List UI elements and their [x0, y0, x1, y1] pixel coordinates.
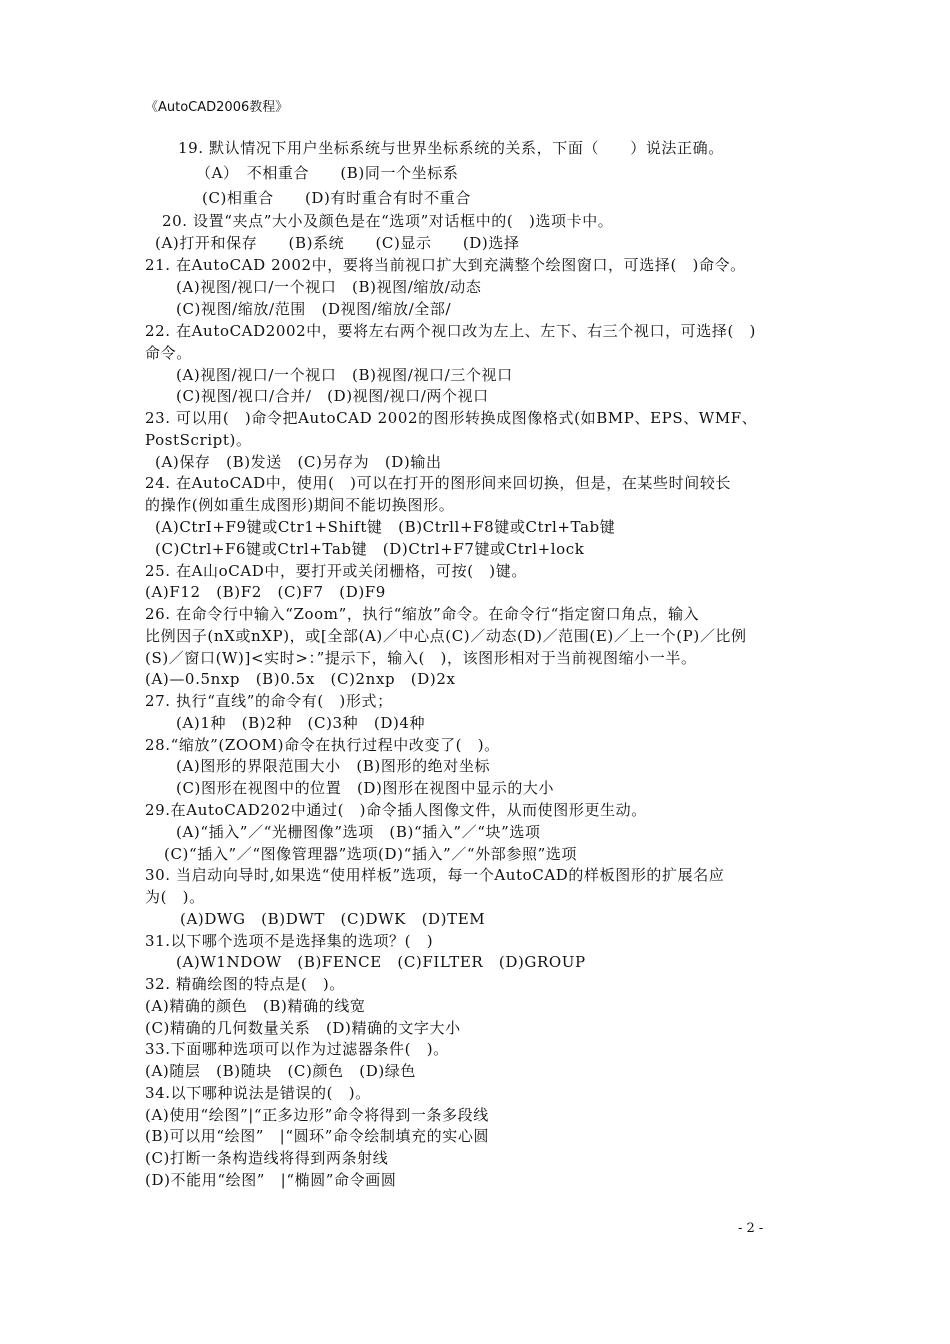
question-29-options-cd: (C)“插入”／“图像管理器”选项(D)“插入”／“外部参照”选项: [164, 845, 578, 863]
question-24-stem-line2: 的操作(例如重生成图形)期间不能切换图形。: [145, 496, 455, 514]
question-31-stem: 31.以下哪个选项不是选择集的选项？( ): [145, 932, 434, 950]
question-32-stem: 32. 精确绘图的特点是( )。: [145, 975, 345, 993]
question-34-option-a: (A)使用“绘图”|“正多边形”命令将得到一条多段线: [145, 1106, 489, 1124]
question-27-options: (A)1种 (B)2种 (C)3种 (D)4种: [176, 714, 426, 732]
question-30-options: (A)DWG (B)DWT (C)DWK (D)TEM: [180, 910, 486, 928]
question-26-stem-line2: 比例因子(nX或nXP)，或[全部(A)／中心点(C)／动态(D)／范围(E)／上一个(P)／比例: [145, 627, 747, 645]
question-28-options-cd: (C)图形在视图中的位置 (D)图形在视图中显示的大小: [176, 779, 555, 797]
question-28-stem: 28.“缩放”(ZOOM)命令在执行过程中改变了( )。: [145, 736, 500, 754]
question-21-stem: 21. 在AutoCAD 2002中，要将当前视口扩大到充满整个绘图窗口，可选择( )命令。: [145, 256, 746, 274]
question-23-stem-line2: PostScript)。: [145, 431, 252, 449]
question-34-option-b: (B)可以用“绘图” |“圆环”命令绘制填充的实心圆: [145, 1127, 490, 1145]
question-26-stem-line3: (S)／窗口(W)]<实时>：”提示下，输入( )，该图形相对于当前视图缩小一半。: [145, 649, 697, 667]
question-31-options: (A)W1NDOW (B)FENCE (C)FILTER (D)GROUP: [176, 953, 586, 971]
question-24-options-ab: (A)CtrI+F9键或Ctr1+Shift键 (B)Ctrll+F8键或Ctrl+Tab键: [155, 518, 616, 536]
question-23-options: (A)保存 (B)发送 (C)另存为 (D)输出: [155, 453, 442, 471]
question-32-options-cd: (C)精确的几何数量关系 (D)精确的文字大小: [145, 1019, 461, 1037]
question-33-stem: 33.下面哪种选项可以作为过滤器条件( )。: [145, 1040, 449, 1058]
question-29-stem: 29.在AutoCAD202中通过( )命令插人图像文件，从而使图形更生动。: [145, 801, 647, 819]
question-33-options: (A)随层 (B)随块 (C)颜色 (D)绿色: [145, 1062, 416, 1080]
question-20-stem: 20. 设置“夹点”大小及颜色是在“选项”对话框中的( )选项卡中。: [162, 212, 614, 230]
question-34-option-d: (D)不能用“绘图” |“椭圆”命令画圆: [145, 1171, 397, 1189]
question-27-stem: 27. 执行“直线”的命令有( )形式；: [145, 692, 393, 710]
question-22-stem-line2: 命令。: [145, 344, 192, 362]
question-19-options-cd: (C)相重合 (D)有时重合有时不重合: [202, 189, 471, 207]
question-20-options: (A)打开和保存 (B)系统 (C)显示 (D)选择: [155, 234, 520, 252]
question-22-options-ab: (A)视图/视口/一个视口 (B)视图/视口/三个视口: [176, 366, 513, 384]
question-32-options-ab: (A)精确的颜色 (B)精确的线宽: [145, 997, 366, 1015]
question-34-stem: 34.以下哪种说法是错误的( )。: [145, 1084, 371, 1102]
question-24-options-cd: (C)Ctrl+F6键或Ctrl+Tab键 (D)Ctrl+F7键或Ctrl+lock: [155, 540, 585, 558]
question-26-stem-line1: 26. 在命令行中输入“Zoom”，执行“缩放”命令。在命令行“指定窗口角点，输入: [145, 605, 700, 623]
question-28-options-ab: (A)图形的界限范围大小 (B)图形的绝对坐标: [176, 757, 491, 775]
question-30-stem-line2: 为( )。: [145, 888, 205, 906]
question-21-options-ab: (A)视图/视口/一个视口 (B)视图/缩放/动态: [176, 278, 482, 296]
question-21-options-cd: (C)视图/缩放/范围 (D视图/缩放/全部/: [176, 300, 452, 318]
question-23-stem-line1: 23. 可以用( )命令把AutoCAD 2002的图形转换成图像格式(如BMP、EPS、WMF、: [145, 409, 758, 427]
question-19-options-ab: （A） 不相重合 (B)同一个坐标系: [196, 164, 459, 182]
question-22-stem-line1: 22. 在AutoCAD2002中，要将左右两个视口改为左上、左下、右三个视口，可选择( ): [145, 322, 756, 340]
question-25-options: (A)F12 (B)F2 (C)F7 (D)F9: [145, 583, 386, 601]
page-number: - 2 -: [738, 1221, 764, 1236]
question-29-options-ab: (A)“插入”／“光栅图像”选项 (B)“插入”／“块”选项: [176, 823, 541, 841]
question-30-stem-line1: 30. 当启动向导时,如果选“使用样板”选项，每一个AutoCAD的样板图形的扩展名应: [145, 866, 725, 884]
question-19-stem: 19. 默认情况下用户坐标系统与世界坐标系统的关系，下面（ ）说法正确。: [178, 139, 724, 157]
document-header-title: 《AutoCAD2006教程》: [145, 100, 289, 115]
question-26-options: (A)—0.5nxp (B)0.5x (C)2nxp (D)2x: [145, 670, 456, 688]
question-25-stem: 25. 在A山oCAD中，要打开或关闭栅格，可按( )键。: [145, 562, 527, 580]
question-24-stem-line1: 24. 在AutoCAD中，使用( )可以在打开的图形间来回切换，但是，在某些时间较长: [145, 474, 732, 492]
question-22-options-cd: (C)视图/视口/合并/ (D)视图/视口/两个视口: [176, 387, 489, 405]
question-34-option-c: (C)打断一条构造线将得到两条射线: [145, 1149, 389, 1167]
